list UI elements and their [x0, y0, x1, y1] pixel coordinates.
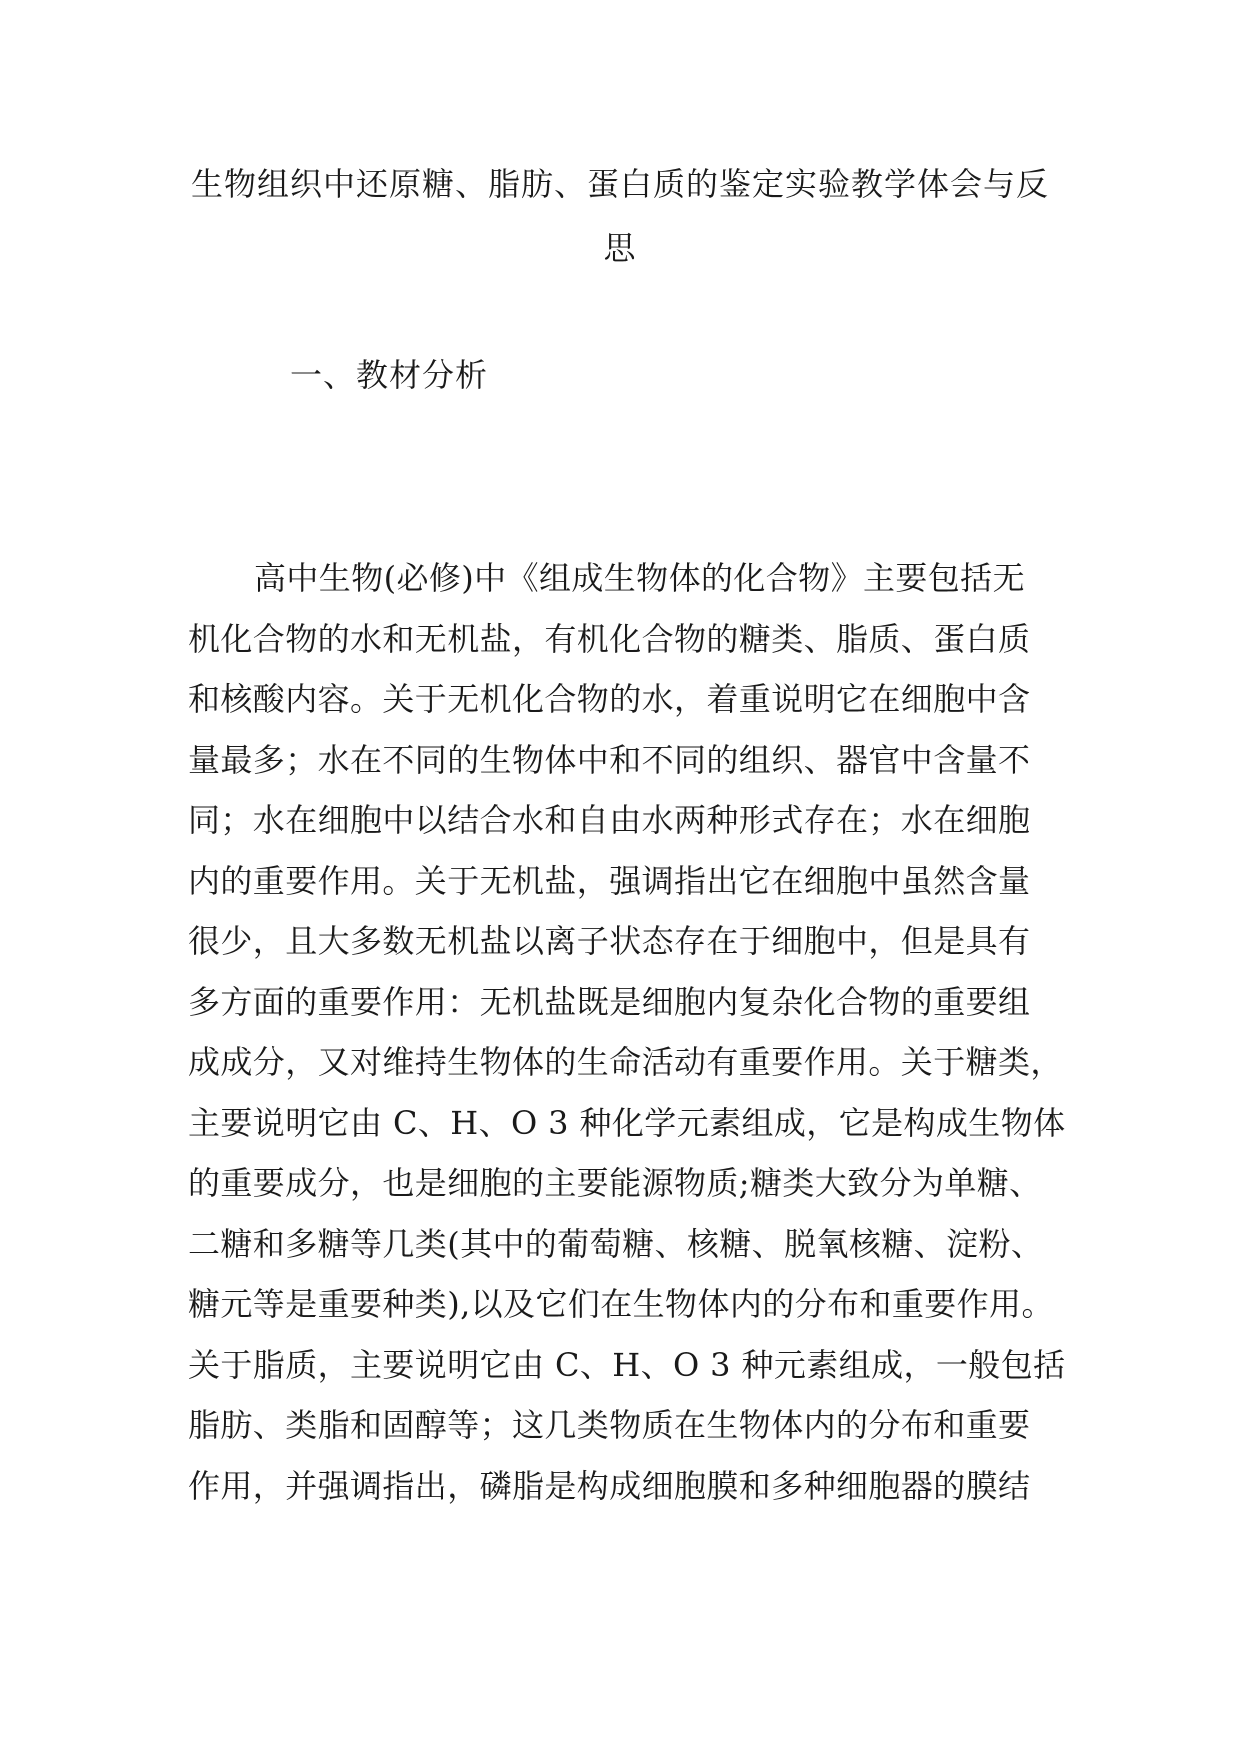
paragraph-line: 机化合物的水和无机盐，有机化合物的糖类、脂质、蛋白质	[188, 619, 1031, 658]
paragraph-line: 二糖和多糖等几类(其中的葡萄糖、核糖、脱氧核糖、淀粉、	[188, 1224, 1044, 1263]
title-line-2: 思	[603, 229, 637, 267]
paragraph-line: 多方面的重要作用：无机盐既是细胞内复杂化合物的重要组	[188, 982, 1031, 1021]
paragraph-line: 的重要成分，也是细胞的主要能源物质;糖类大致分为单糖、	[188, 1164, 1042, 1202]
paragraph-line: 量最多；水在不同的生物体中和不同的组织、器官中含量不	[188, 740, 1031, 779]
paragraph-line: 糖元等是重要种类),以及它们在生物体内的分布和重要作用。	[188, 1285, 1054, 1323]
section-heading: 一、教材分析	[290, 356, 489, 394]
paragraph-line: 同；水在细胞中以结合水和自由水两种形式存在；水在细胞	[188, 801, 1031, 839]
paragraph-line: 脂肪、类脂和固醇等；这几类物质在生物体内的分布和重要	[188, 1406, 1031, 1444]
paragraph-line: 作用，并强调指出，磷脂是构成细胞膜和多种细胞器的膜结	[188, 1466, 1031, 1505]
paragraph-line: 成成分，又对维持生物体的生命活动有重要作用。关于糖类，	[188, 1043, 1063, 1081]
body-paragraph	[188, 548, 1066, 1516]
document-title	[180, 152, 1060, 280]
paragraph-line: 和核酸内容。关于无机化合物的水，着重说明它在细胞中含	[188, 680, 1031, 718]
paragraph-line: 很少，且大多数无机盐以离子状态存在于细胞中，但是具有	[188, 922, 1031, 960]
paragraph-line: 主要说明它由 C、H、O 3 种化学元素组成，它是构成生物体	[188, 1103, 1066, 1142]
paragraph-line: 关于脂质，主要说明它由 C、H、O 3 种元素组成，一般包括	[188, 1345, 1066, 1384]
paragraph-line: 高中生物(必修)中《组成生物体的化合物》主要包括无	[254, 559, 1025, 597]
paragraph-line: 内的重要作用。关于无机盐，强调指出它在细胞中虽然含量	[188, 861, 1031, 900]
title-line-1: 生物组织中还原糖、脂肪、蛋白质的鉴定实验教学体会与反	[190, 165, 1049, 203]
